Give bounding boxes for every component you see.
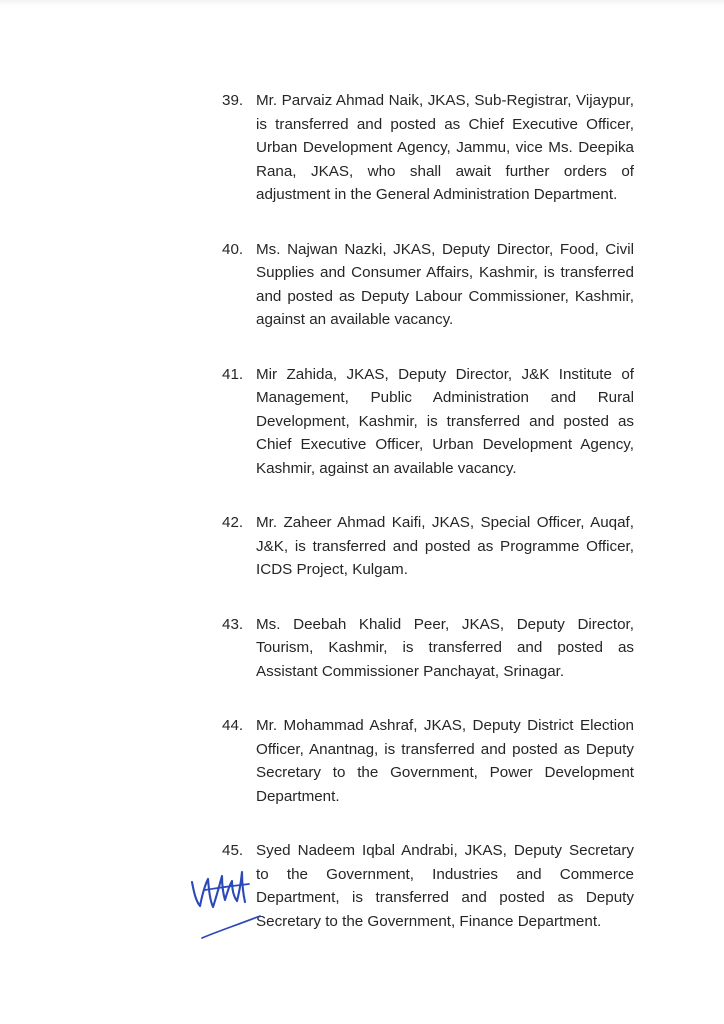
list-item bbox=[216, 363, 634, 481]
list-item bbox=[216, 613, 634, 684]
list-item bbox=[216, 89, 634, 207]
item-number: 41. bbox=[222, 365, 244, 383]
item-number: 40. bbox=[222, 240, 244, 258]
item-number: 42. bbox=[222, 514, 244, 531]
item-text: Syed Nadeem Iqbal Andrabi, JKAS, Deputy Secretary to the Government, Industries and Commerce Department, is transferred and posted as Deputy Secretary to the Government, Finance Department. bbox=[256, 842, 634, 930]
scan-edge-shadow bbox=[0, 0, 724, 6]
item-number: 45. bbox=[222, 842, 244, 859]
item-text: Mr. Parvaiz Ahmad Naik, JKAS, Sub-Registrar, Vijaypur, is transferred and posted as Chief Executive Officer, Urban Development Agency, Jammu, vice Ms. Deepika Rana, JKAS, who shall await further orders of adjustment in the General Administration Department. bbox=[256, 92, 634, 203]
handwritten-signature bbox=[184, 862, 266, 940]
list-item bbox=[216, 839, 634, 933]
item-text: Ms. Najwan Nazki, JKAS, Deputy Director, Food, Civil Supplies and Consumer Affairs, Kashmir, is transferred and posted as Deputy Labour Commissioner, Kashmir, against an available vacancy. bbox=[256, 240, 634, 328]
list-item bbox=[216, 714, 634, 808]
item-text: Mr. Zaheer Ahmad Kaifi, JKAS, Special Officer, Auqaf, J&K, is transferred and posted as Programme Officer, ICDS Project, Kulgam. bbox=[256, 514, 634, 578]
item-number: 44. bbox=[222, 717, 244, 734]
transfer-order-list bbox=[216, 89, 634, 933]
list-item bbox=[216, 511, 634, 582]
item-text: Ms. Deebah Khalid Peer, JKAS, Deputy Director, Tourism, Kashmir, is transferred and posted as Assistant Commissioner Panchayat, Srinagar. bbox=[256, 615, 634, 680]
item-text: Mir Zahida, JKAS, Deputy Director, J&K Institute of Management, Public Administration and Rural Development, Kashmir, is transferred and posted as Chief Executive Officer, Urban Development Agency, Kashmir, against an available vacancy. bbox=[256, 365, 634, 477]
item-number: 39. bbox=[222, 92, 244, 109]
item-number: 43. bbox=[222, 615, 244, 633]
list-item bbox=[216, 238, 634, 332]
item-text: Mr. Mohammad Ashraf, JKAS, Deputy District Election Officer, Anantnag, is transferred and posted as Deputy Secretary to the Government, Power Development Department. bbox=[256, 717, 634, 805]
